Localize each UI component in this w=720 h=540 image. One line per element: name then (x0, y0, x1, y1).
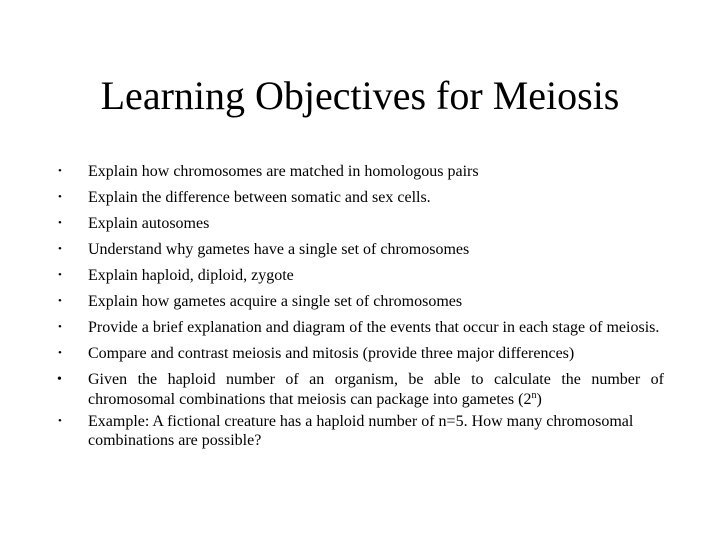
exponent-n: n (531, 389, 537, 401)
list-item-text: Provide a brief explanation and diagram of the events that occur in each stage of meiosis. (88, 319, 660, 336)
list-item (54, 162, 664, 182)
slide-title: Learning Objectives for Meiosis (100, 73, 620, 118)
list-item (54, 370, 664, 409)
list-item (54, 240, 664, 260)
bullet-icon: • (57, 372, 62, 387)
list-item-text: Compare and contrast meiosis and mitosis (provide three major differences) (88, 345, 575, 362)
list-item-text: Explain how gametes acquire a single set of chromosomes (88, 293, 463, 310)
list-item-text: Explain how chromosomes are matched in homologous pairs (88, 163, 479, 180)
list-item-text (88, 371, 664, 408)
list-item-text: Explain the difference between somatic and sex cells. (88, 189, 431, 206)
bullet-icon: • (58, 295, 62, 307)
list-item-text: Understand why gametes have a single set of chromosomes (88, 241, 470, 258)
list-item (54, 188, 664, 208)
bullet-icon: • (58, 321, 62, 333)
list-item-text: Example: A fictional creature has a haploid number of n=5. How many chromosomal combinations are possible? (88, 412, 634, 449)
bullet-icon: • (58, 347, 62, 359)
list-item-text: Explain haploid, diploid, zygote (88, 267, 294, 284)
bullet-icon: • (58, 165, 62, 177)
bullet-icon: • (58, 217, 62, 229)
list-item (54, 292, 664, 312)
closing-paren: ) (536, 390, 542, 408)
list-item (54, 412, 664, 451)
list-item-text: Explain autosomes (88, 215, 210, 232)
bullet-icon: • (58, 243, 62, 255)
list-item (54, 266, 664, 286)
bullet-icon: • (58, 191, 62, 203)
combinations-text: Given the haploid number of an organism, be able to calculate the number of chromosomal combinations that meiosis can package into gametes (2 (88, 371, 664, 408)
list-item (54, 344, 664, 364)
bullet-icon: • (58, 414, 62, 427)
list-item (54, 318, 664, 338)
objectives-list (54, 162, 664, 457)
bullet-icon: • (58, 269, 62, 281)
list-item (54, 214, 664, 234)
